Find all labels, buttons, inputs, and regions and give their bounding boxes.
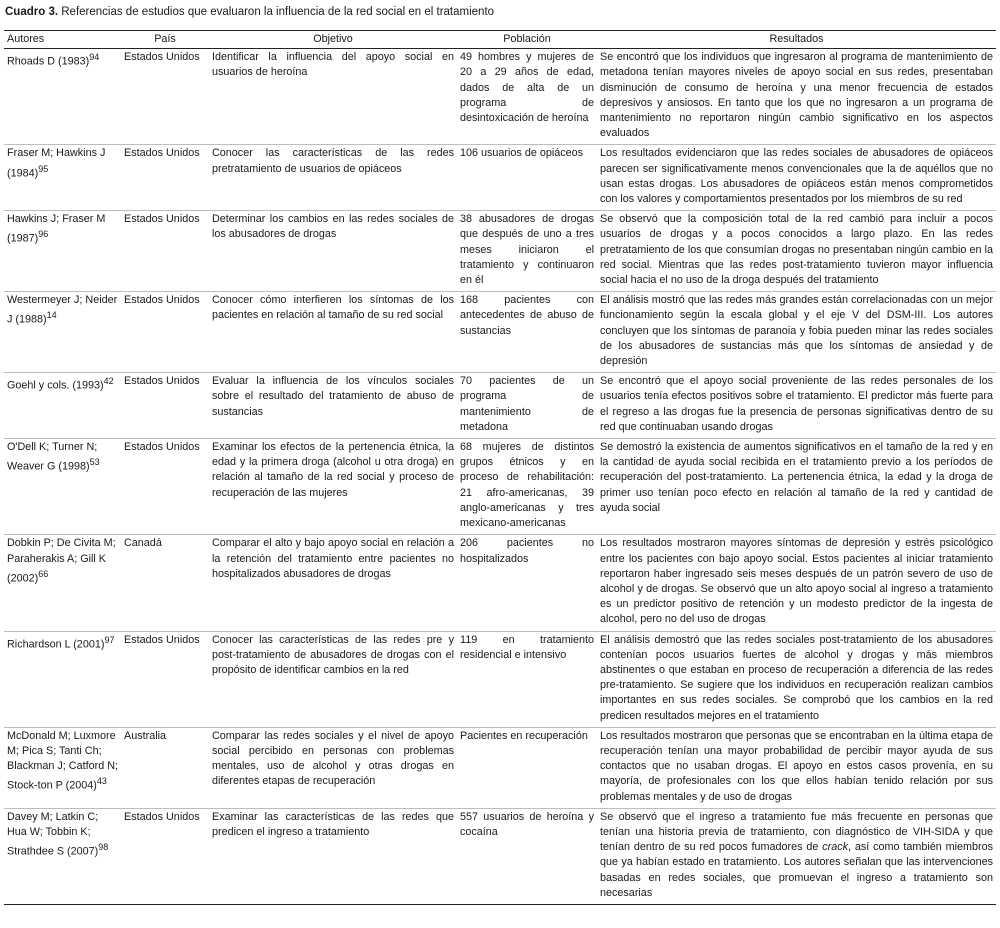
cell-objective: Examinar las características de las redes que predicen el ingreso a tratamiento xyxy=(209,808,457,904)
cell-authors: O'Dell K; Turner N; Weaver G $(1998)^{53}$ xyxy=(4,439,121,535)
table-row xyxy=(4,292,996,373)
cell-objective: Comparar las redes sociales y el nivel de apoyo social percibido en personas con problemas mentales, uso de alcohol y otras drogas en diferentes etapas de recuperación xyxy=(209,727,457,808)
cell-population: 49 hombres y mujeres de 20 a 29 años de edad, dados de alta de un programa de desintoxicación de heroína xyxy=(457,49,597,145)
cell-authors: Rhoads D $(1983)^{94}$ xyxy=(4,49,121,145)
header-resultados: Resultados xyxy=(597,31,996,49)
cell-authors: McDonald M; Luxmore M; Pica S; Tanti Ch; Blackman J; Catford N; Stock-ton P $(2004)^{43}$ xyxy=(4,727,121,808)
cell-authors: Westermeyer J; Neider J $(1988)^{14}$ xyxy=(4,292,121,373)
cell-country: Canadá xyxy=(121,535,209,631)
reference-number: 43 xyxy=(96,776,107,787)
cell-results: Los resultados mostraron mayores síntomas de depresión y estrés psicológico entre los pacientes con bajo apoyo social. Estos pacientes al iniciar tratamiento reportaron haber ingresado seis meses después de un patrón severo de uso de alcohol y de drogas. Se observó que un alto apoyo social al ingreso a tratamiento es un predictor positivo de retención y un modesto predictor de la ingesta de alcohol, pero no del uso de drogas xyxy=(597,535,996,631)
header-objetivo: Objetivo xyxy=(209,31,457,49)
cell-results: Se demostró la existencia de aumentos significativos en el tamaño de la red y en la cantidad de ayuda social recibida en el tratamiento previo a los períodos de recuperación del post-tratamiento. La pertenencia étnica, la edad y la droga de primer uso tenían poco efecto en relación al tamaño de la red y cantidad de ayuda social xyxy=(597,439,996,535)
header-poblacion: Población xyxy=(457,31,597,49)
cell-objective: Conocer las características de las redes pretratamiento de usuarios de opiáceos xyxy=(209,145,457,211)
cell-results: Los resultados evidenciaron que las redes sociales de abusadores de opiáceos parecen ser significativamente menos convencionales que la de aquéllos que no usan estas drogas. Los abusadores de opiáceos están menos comprometidos con los valores y comportamientos presentados por los miembros de su red xyxy=(597,145,996,211)
cell-objective: Evaluar la influencia de los vínculos sociales sobre el resultado del tratamiento de abuso de sustancias xyxy=(209,373,457,439)
cell-country: Australia xyxy=(121,727,209,808)
cell-country: Estados Unidos xyxy=(121,211,209,292)
cell-authors: Richardson L $(2001)^{97}$ xyxy=(4,631,121,727)
cell-results: El análisis demostró que las redes sociales post-tratamiento de los abusadores contenían pocos usuarios fuertes de alcohol y drogas y más miembros abstinentes o que estaban en proceso de recuperación a diferencia de las redes pre-tratamiento. Se sugiere que los individuos en recuperación realizan cambios importantes en sus redes sociales. Se comprobó que los cambios en la red predicen resultados mejores en el tratamiento xyxy=(597,631,996,727)
reference-number: 95 xyxy=(38,163,49,174)
cell-population: 68 mujeres de distintos grupos étnicos y en proceso de rehabilitación: 21 afro-americanas, 39 anglo-americanas y tres mexicano-americanas xyxy=(457,439,597,535)
cell-objective: Identificar la influencia del apoyo social en usuarios de heroína xyxy=(209,49,457,145)
table-caption xyxy=(5,4,995,20)
table-row xyxy=(4,373,996,439)
cell-authors: Goehl y cols. $(1993)^{42}$ xyxy=(4,373,121,439)
cell-country: Estados Unidos xyxy=(121,631,209,727)
cell-population: 119 en tratamiento residencial e intensivo xyxy=(457,631,597,727)
italic-term: crack xyxy=(822,841,849,854)
cell-population: Pacientes en recuperación xyxy=(457,727,597,808)
cell-objective: Examinar los efectos de la pertenencia étnica, la edad y la primera droga (alcohol u otra droga) en relación al tamaño de la red social y proceso de recuperación de las mujeres xyxy=(209,439,457,535)
cell-country: Estados Unidos xyxy=(121,373,209,439)
cell-results: El análisis mostró que las redes más grandes están correlacionadas con un mejor funcionamiento según la escala global y el eje V del DSM-III. Los autores concluyen que los síntomas de paranoia y fobia pueden minar las redes sociales de los abusadores de sustancias más que los síntomas de ansiedad y de depresión xyxy=(597,292,996,373)
table-row xyxy=(4,727,996,808)
cell-country: Estados Unidos xyxy=(121,292,209,373)
cell-population: 557 usuarios de heroína y cocaína xyxy=(457,808,597,904)
reference-number: 14 xyxy=(46,310,57,321)
reference-number: 96 xyxy=(38,229,49,240)
cell-results: Se observó que la composición total de la red cambió para incluir a pocos usuarios de drogas y a pocos conocidos a largo plazo. En las redes pretratamiento de los que consumían drogas no presentaban ningún cambio en la red social. Mientras que las redes post-tratamiento tuvieron mayor influencia social hacia el no uso de la droga después del tratamiento xyxy=(597,211,996,292)
cell-country: Estados Unidos xyxy=(121,49,209,145)
table-row xyxy=(4,49,996,145)
reference-number: 66 xyxy=(38,568,49,579)
cell-objective: Comparar el alto y bajo apoyo social en relación a la retención del tratamiento entre pacientes no hospitalizados abusadores de drogas xyxy=(209,535,457,631)
table-row xyxy=(4,211,996,292)
cell-population: 168 pacientes con antecedentes de abuso de sustancias xyxy=(457,292,597,373)
reference-number: 53 xyxy=(89,457,100,468)
cell-population: 70 pacientes de un programa de mantenimiento de metadona xyxy=(457,373,597,439)
cell-authors: Hawkins J; Fraser M $(1987)^{96}$ xyxy=(4,211,121,292)
cell-objective: Determinar los cambios en las redes sociales de los abusadores de drogas xyxy=(209,211,457,292)
caption-title: Referencias de estudios que evaluaron la influencia de la red social en el tratamiento xyxy=(61,6,495,18)
cell-authors: Fraser M; Hawkins J $(1984)^{95}$ xyxy=(4,145,121,211)
cell-objective: Conocer las características de las redes pre y post-tratamiento de abusadores de drogas con el propósito de identificar cambios en la red xyxy=(209,631,457,727)
cell-authors: Davey M; Latkin C; Hua W; Tobbin K; Strathdee S $(2007)^{98}$ xyxy=(4,808,121,904)
cell-results: Se encontró que el apoyo social proveniente de las redes personales de los usuarios tenía efectos positivos sobre el tratamiento. El predictor más fuerte para el regreso a las drogas fue la presencia de personas significativas dentro de su red que continuaban usando drogas xyxy=(597,373,996,439)
cell-authors: Dobkin P; De Civita M; Paraherakis A; Gill K $(2002)^{66}$ xyxy=(4,535,121,631)
table-row xyxy=(4,631,996,727)
cell-objective: Conocer cómo interfieren los síntomas de los pacientes en relación al tamaño de su red social xyxy=(209,292,457,373)
cell-country: Estados Unidos xyxy=(121,808,209,904)
reference-number: 94 xyxy=(89,52,100,63)
cell-results: Se observó que el ingreso a tratamiento fue más frecuente en personas que tenían una historia previa de tratamiento, con diagnóstico de VIH-SIDA y que tenían dentro de su red pocos fumadores de crack, así como también miembros que ya habían estado en tratamiento. Los autores señalan que las intervenciones basadas en redes sociales, que promuevan el ingreso a tratamiento son necesarias xyxy=(597,808,996,904)
reference-number: 97 xyxy=(104,634,115,645)
cell-population: 38 abusadores de drogas que después de uno a tres meses iniciaron el tratamiento y continuaron en él xyxy=(457,211,597,292)
table-row xyxy=(4,145,996,211)
cell-results: Los resultados mostraron que personas que se encontraban en la última etapa de recuperación tenían una mayor probabilidad de percibir mayor ayuda de sus contactos que no usaban drogas. El apoyo en estos casos provenía, en su mayoría, de profesionales con los que ellos habían tenido relación por sus problemas mentales y de uso de drogas xyxy=(597,727,996,808)
cell-population: 106 usuarios de opiáceos xyxy=(457,145,597,211)
table-row xyxy=(4,439,996,535)
cell-country: Estados Unidos xyxy=(121,145,209,211)
cell-results: Se encontró que los individuos que ingresaron al programa de mantenimiento de metadona tenían mayores niveles de apoyo social en sus redes, presentaban disminución de consumo de heroína y una menor frecuencia de estados depresivos y ansiosos. En tanto que los que no ingresaron a un programa de mantenimiento no reportaron ningún cambio significativo en los aspectos evaluados xyxy=(597,49,996,145)
references-table xyxy=(4,30,996,905)
reference-number: 42 xyxy=(103,376,114,387)
table-row xyxy=(4,535,996,631)
table-header-row xyxy=(4,31,996,49)
cell-country: Estados Unidos xyxy=(121,439,209,535)
header-pais: País xyxy=(121,31,209,49)
header-autores: Autores xyxy=(4,31,121,49)
caption-label: Cuadro 3. xyxy=(5,6,59,18)
cell-population: 206 pacientes no hospitalizados xyxy=(457,535,597,631)
reference-number: 98 xyxy=(98,842,109,853)
table-row xyxy=(4,808,996,904)
